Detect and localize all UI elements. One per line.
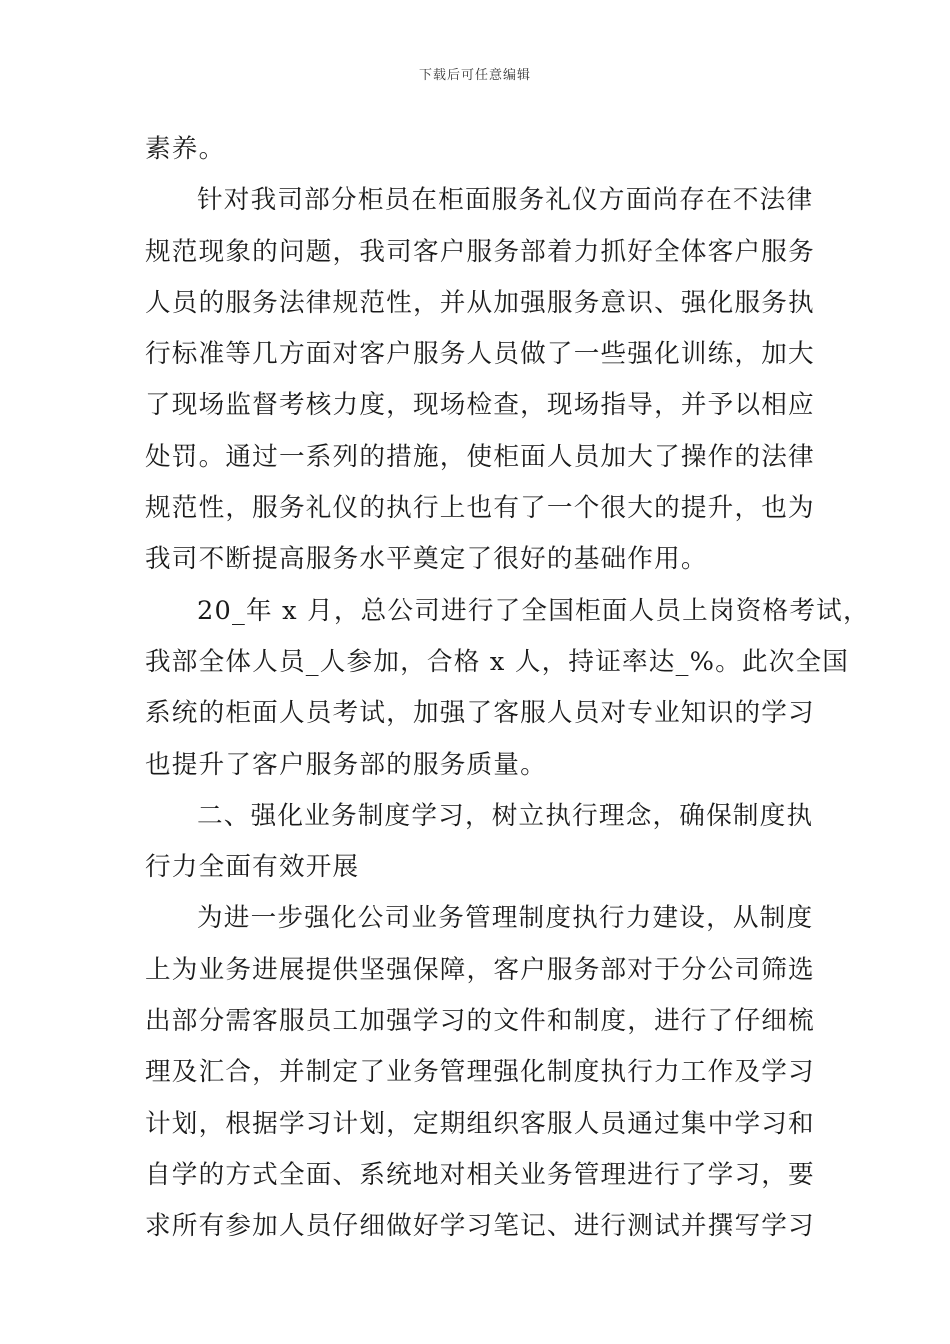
text-line: 理及汇合，并制定了业务管理强化制度执行力工作及学习 <box>145 1057 815 1088</box>
section-heading-line: 二、强化业务制度学习，树立执行理念，确保制度执 <box>197 800 814 831</box>
page-header: 下载后可任意编辑 <box>418 68 531 83</box>
text-line: 自学的方式全面、系统地对相关业务管理进行了学习，要 <box>145 1159 815 1190</box>
text-line: 规范现象的问题，我司客户服务部着力抓好全体客户服务 <box>145 236 815 267</box>
text-line: 规范性，服务礼仪的执行上也有了一个很大的提升，也为 <box>145 493 815 524</box>
section-heading-line: 行力全面有效开展 <box>145 852 360 883</box>
text-line: 出部分需客服员工加强学习的文件和制度，进行了仔细梳 <box>145 1006 815 1037</box>
text-line: 处罚。通过一系列的措施，使柜面人员加大了操作的法律 <box>145 441 815 472</box>
text-line: 行标准等几方面对客户服务人员做了一些强化训练，加大 <box>145 339 815 370</box>
text-line: 也提升了客户服务部的服务质量。 <box>145 749 547 780</box>
text-line: 上为业务进展提供坚强保障，客户服务部对于分公司筛选 <box>145 954 815 985</box>
text-line: 求所有参加人员仔细做好学习笔记、进行测试并撰写学习 <box>145 1211 815 1242</box>
text-line: 人员的服务法律规范性，并从加强服务意识、强化服务执 <box>145 287 815 318</box>
text-line: 20_年 x 月，总公司进行了全国柜面人员上岗资格考试， <box>197 595 870 626</box>
text-line: 我部全体人员_人参加，合格 x 人，持证率达_%。此次全国 <box>145 646 850 677</box>
text-line: 系统的柜面人员考试，加强了客服人员对专业知识的学习 <box>145 698 815 729</box>
text-line: 针对我司部分柜员在柜面服务礼仪方面尚存在不法律 <box>197 185 814 216</box>
text-line: 素养。 <box>145 134 226 164</box>
text-line: 了现场监督考核力度，现场检查，现场指导，并予以相应 <box>145 390 815 421</box>
text-line: 我司不断提高服务水平奠定了很好的基础作用。 <box>145 544 708 575</box>
document-body <box>145 124 870 1253</box>
text-line: 为进一步强化公司业务管理制度执行力建设，从制度 <box>197 903 814 934</box>
text-line: 计划，根据学习计划，定期组织客服人员通过集中学习和 <box>145 1108 815 1139</box>
